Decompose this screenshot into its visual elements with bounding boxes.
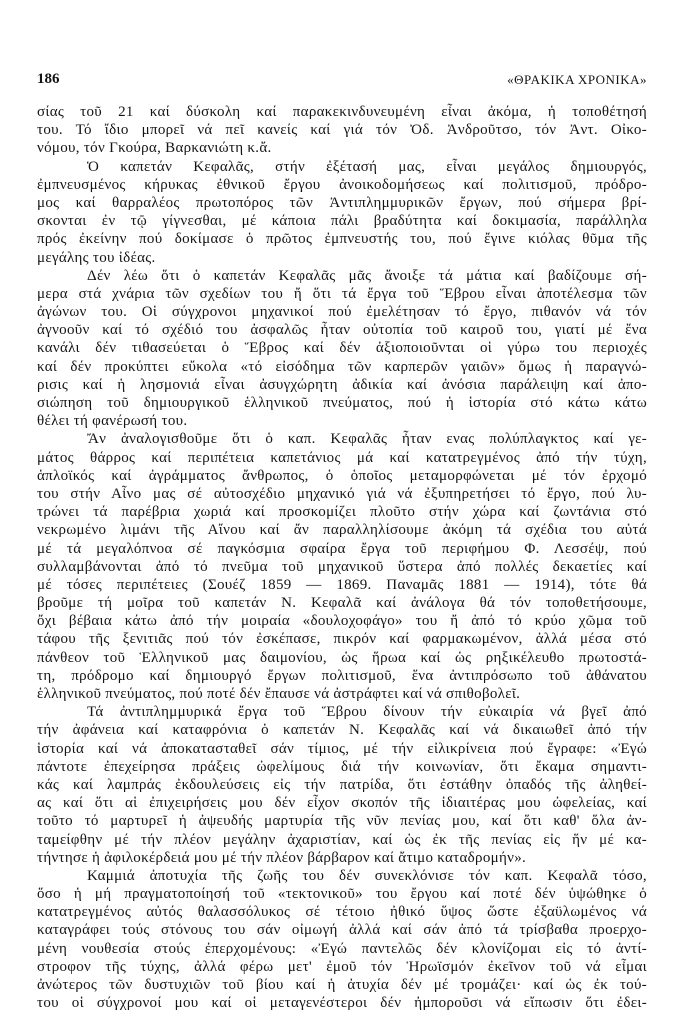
text-line: σίας τοῦ 21 καί δύσκολη καί παρακεκινδυνευμένη εἶναι ἀκόμα, ἡ τοποθέτησή <box>37 104 647 120</box>
text-line: κατατρεγμένος αὐτός θαλασσόλυκος σέ τέτοιο ἠθικό ὕψος ὥστε ἐξαϋλωμένος νά <box>37 904 647 921</box>
text-line: τοῦτο τό μαρτυρεῖ ἡ ἀψευδής μαρτυρία τῆς νῦν πενίας μου, καί ὅτι καθ' ὅλα ἀν- <box>37 813 647 830</box>
text-line: ἁπλοϊκός καί ἀγράμματος ἄνθρωπος, ὁ ὁποῖος μεταμορφώνεται μέ τόν ἐρχομό <box>37 467 647 484</box>
text-line: στροφον τῆς τύχης, ἀλλά φέρω μετ' ἐμοῦ τόν Ἡρωϊσμόν ἐκεῖνον τοῦ νά εἶμαι <box>37 958 647 975</box>
text-line: ἀνώτερος τῶν δυστυχιῶν τοῦ βίου καί ἡ ἀτυχία δέν μέ τρομάζει· καί ὡς ἐκ τού- <box>37 977 647 993</box>
text-line: τη, πρόδρομο καί δημιουργό ἔργων πολιτισμοῦ, ἕνα ἀντιπρόσωπο τοῦ ἀθάνατου <box>37 667 647 684</box>
paragraph <box>37 267 647 431</box>
text-line: μερα στά χνάρια τῶν σχεδίων του ἤ ὅτι τά ἔργα τοῦ Ἕβρου εἶναι ἀποτέλεσμα τῶν <box>37 285 647 302</box>
text-line: Ἄν ἀναλογισθοῦμε ὅτι ὁ καπ. Κεφαλᾶς ἦταν ενας πολύπλαγκτος καί γε- <box>87 431 647 448</box>
text-line: μέ τόσες περιπέτειες (Σουέζ 1859 — 1869. Παναμᾶς 1881 — 1914), τότε θά <box>37 576 647 593</box>
text-line: νόμου, τόν Γκούρα, Βαρκανιώτη κ.ἄ. <box>37 140 272 157</box>
paragraph <box>37 703 647 867</box>
text-line: συλλαμβάνονται ἀπό τό πνεῦμα τοῦ μηχανικοῦ ὕστερα ἀπό πολλές δεκαετίες καί <box>37 558 647 575</box>
text-line: πάντοτε ἐπεχείρησα πράξεις ὠφελίμους διά τήν κοινωνίαν, ὅτι ἔκαμα σημαντι- <box>37 758 647 775</box>
text-line: Ὁ καπετάν Κεφαλᾶς, στήν ἐξέτασή μας, εἶναι μεγάλος δημιουργός, <box>87 158 647 175</box>
text-line: μος καί θαρραλέος πρωτοπόρος τῶν Ἀντιπλημμυρικῶν ἔργων, πού σήμερα βρί- <box>37 194 647 211</box>
text-line: ἱστορία καί νά ἀποκατασταθεῖ σάν τίμιος, μέ τήν εἰλικρίνεια πού ἔγραφε: «Ἐγώ <box>37 740 647 757</box>
text-line: μάτος θάρρος καί περιπέτεια καπετάνιος μά καί κατατρεγμένος ἀπό τήν τύχη, <box>37 449 647 466</box>
paragraph <box>37 430 647 703</box>
text-line: κάς καί λαμπράς ἐκδουλεύσεις εἰς τήν πατρίδα, ὅτι ἐστάθην ὀπαδός τῆς ἀληθεί- <box>37 776 647 793</box>
text-line: του. Τό ἴδιο μπορεῖ νά πεῖ κανείς καί γιά τόν Ὀδ. Ἀνδροῦτσο, τόν Ἀντ. Οἰκο- <box>37 122 647 139</box>
text-line: πρός ἐκείνην πού δοκίμασε ὁ πρῶτος ἐμπνευστής του, πού ἔγινε κιόλας θῦμα τῆς <box>37 231 647 248</box>
text-line: Καμμιά ἀποτυχία τῆς ζωῆς του δέν συνεκλόνισε τόν καπ. Κεφαλᾶ τόσο, <box>87 867 647 884</box>
text-line: τρώνει τά παρέβρια χωριά καί προσκομίζει πλοῦτο στήν χώρα καί ζωντάνια στό <box>37 504 647 521</box>
text-line: του στήν Αἶνο μας σέ αὐτοσχέδιο μηχανικό γιά νά ἐξυπηρετήσει τό ἔργο, πού λυ- <box>37 485 647 502</box>
text-line: θέλει τή φανέρωσή του. <box>37 413 188 430</box>
text-line: σκονται ἐν τῷ γίγνεσθαι, μέ κάποια πάλι βραδύτητα καί δοκιμασία, παράλληλα <box>37 213 647 230</box>
text-line: καί δέν προκύπτει εὔκολα «τό εἰσόδημα τῶν καρπερῶν γαιῶν» ὅμως ἡ παραγνώ- <box>37 358 647 375</box>
text-line: σιώπηση τοῦ δημιουργικοῦ ἑλληνικοῦ πνεύματος, πού ἡ ἱστορία στό κάτω κάτω <box>37 395 647 411</box>
paragraph <box>37 103 647 158</box>
text-line: κανάλι δέν τιθασεύεται ὁ Ἕβρος καί δέν ἀξιοποιοῦνται οἱ γύρω του περιοχές <box>37 340 647 357</box>
text-line: ταμείφθην μέ τήν πλέον μεγάλην ἀχαριστίαν, καί ὡς ἐκ τῆς πενίας εἰς ἥν μέ κα- <box>37 831 647 848</box>
text-line: ἑλληνικοῦ πνεύματος, πού ποτέ δέν ἔπαυσε νά ἀστράφτει καί νά σπιθοβολεῖ. <box>37 686 521 702</box>
running-title: «ΘΡΑΚΙΚΑ ΧΡΟΝΙΚΑ» <box>507 72 647 87</box>
text-line: ὄχι βέβαια κάτω ἀπό τήν μοιραία «δουλοχοφάγο» του ἤ ἀπό τό κρύο χῶμα τοῦ <box>37 613 647 630</box>
text-line: μέ τά μεγαλόπνοα σέ παγκόσμια σφαίρα ἔργα τοῦ περιφήμου Φ. Λεσσέψ, πού <box>37 540 647 557</box>
text-line: ἀγώνων του. Οἱ σύγχρονοι μηχανικοί πού ἐμελέτησαν τό ἔργο, πιθανόν νά τόν <box>37 304 647 321</box>
text-line: Τά ἀντιπλημμυρικά ἔργα τοῦ Ἕβρου δίνουν τήν εὐκαιρία νά βγεῖ ἀπό <box>87 704 647 721</box>
text-body <box>37 103 647 1012</box>
text-line: του οἱ σύγχρονοί μου καί οἱ μεταγενέστεροι δέν ἠμποροῦσι νά εἴπωσιν ὅτι ἐδει- <box>37 995 647 1012</box>
text-line: ρισις καί ἡ λησμονιά εἶναι ἀσυγχώρητη ἀδικία καί ἀνόσια παράλειψη καί ἀπο- <box>37 376 647 393</box>
paragraph <box>37 867 647 1013</box>
text-line: τήν ἀφάνεια καί καταφρόνια ὁ καπετάν Ν. Κεφαλᾶς καί νά δικαιωθεῖ ἀπό τήν <box>37 722 647 739</box>
text-line: ἐμπνευσμένος κήρυκας ἐθνικοῦ ἔργου ἀνοικοδομήσεως καί πολιτισμοῦ, πρόδρο- <box>37 176 647 193</box>
text-line: ἀγνοοῦν καί τό σχέδιό του ἀσφαλῶς ἦταν οὐτοπία τοῦ καιροῦ του, γιατί μέ ἕνα <box>37 322 647 339</box>
text-line: βροῦμε τή μοῖρα τοῦ καπετάν Ν. Κεφαλᾶ καί ἀνάλογα θά τόν τοποθετήσουμε, <box>37 595 647 612</box>
text-line: καταγράφει τούς στόνους του σάν οἰμωγή ἀλλά καί σάν ἀπό τά τρίσβαθα προερχο- <box>37 922 647 939</box>
text-line: μεγάλης του ἰδέας. <box>37 249 156 266</box>
text-line: ὅσο ἡ μή πραγματοποίησή τοῦ «τεκτονικοῦ» του ἔργου καί ποτέ δέν ὑψώθηκε ὁ <box>37 886 647 903</box>
text-line: τάφου τῆς ξενιτιᾶς πού τόν ἐσκέπασε, πικρόν καί φαρμακωμένον, ἀλλά μέσα στό <box>37 631 647 648</box>
text-line: μένη νουθεσία στούς ἐπερχομένους: «Ἐγώ παντελῶς δέν κλονίζομαι εἰς τό ἀντί- <box>37 940 647 957</box>
text-line: τήντησε ἡ ἀφιλοκέρδειά μου μέ τήν πλέον βάρβαρον καί ἄτιμο καταδρομήν». <box>37 849 527 866</box>
page-number: 186 <box>37 71 60 87</box>
text-line: Δέν λέω ὅτι ὁ καπετάν Κεφαλᾶς μᾶς ἄνοιξε τά μάτια καί βαδίζουμε σή- <box>87 267 647 284</box>
text-line: ας καί ὅτι αἱ ἐπιχειρήσεις μου δέν εἶχον σκοπόν τῆς ἰδιαιτέρας μου ὠφελείας, καί <box>37 795 647 812</box>
paragraph <box>37 158 647 267</box>
text-line: νεκρωμένο λιμάνι τῆς Αἴνου καί ἄν παραλληλίσουμε ἀκόμη τά σχέδια του αὐτά <box>37 522 647 539</box>
text-line: πάνθεον τοῦ Ἑλληνικοῦ μας δαιμονίου, ὡς ἥρωα καί ὡς ρηξικέλευθο πρωτοστά- <box>37 649 647 666</box>
